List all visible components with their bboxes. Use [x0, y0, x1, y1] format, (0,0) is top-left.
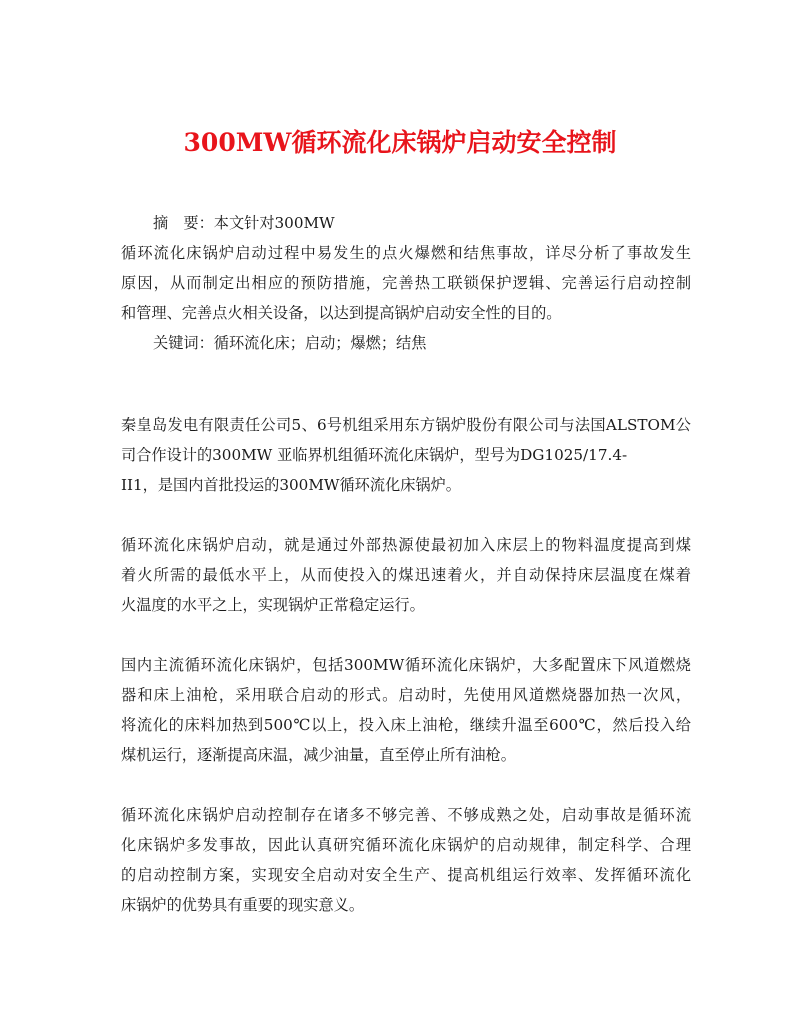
paragraph-line: 国内主流循环流化床锅炉，包括300MW循环流化床锅炉，大多配置床下风道燃烧	[121, 656, 691, 674]
abstract-line: 和管理、完善点火相关设备，以达到提高锅炉启动安全性的目的。	[121, 304, 562, 322]
paragraph-line: 循环流化床锅炉启动，就是通过外部热源使最初加入床层上的物料温度提高到煤	[121, 536, 691, 554]
paragraph-line: 着火所需的最低水平上，从而使投入的煤迅速着火，并自动保持床层温度在煤着	[121, 566, 691, 584]
paragraph	[121, 410, 691, 500]
paragraph-gap	[121, 770, 691, 800]
keywords-line: 关键词：循环流化床；启动；爆燃；结焦	[153, 334, 427, 352]
paragraph-line: 床锅炉的优势具有重要的现实意义。	[121, 896, 364, 914]
paragraph-line: 化床锅炉多发事故，因此认真研究循环流化床锅炉的启动规律，制定科学、合理	[121, 836, 691, 854]
paragraph-gap	[121, 620, 691, 650]
abstract-line: 原因，从而制定出相应的预防措施，完善热工联锁保护逻辑、完善运行启动控制	[121, 274, 691, 292]
paragraph-gap	[121, 358, 691, 388]
abstract-section	[121, 208, 691, 358]
paragraph	[121, 650, 691, 770]
paragraph-line: 的启动控制方案，实现安全启动对安全生产、提高机组运行效率、发挥循环流化	[121, 866, 691, 884]
paragraph-line: 将流化的床料加热到500℃以上，投入床上油枪，继续升温至600℃，然后投入给	[121, 716, 691, 734]
paragraph-line: 循环流化床锅炉启动控制存在诸多不够完善、不够成熟之处，启动事故是循环流	[121, 806, 691, 824]
paragraph-line: 器和床上油枪，采用联合启动的形式。启动时，先使用风道燃烧器加热一次风，	[121, 686, 691, 704]
abstract-line: 循环流化床锅炉启动过程中易发生的点火爆燃和结焦事故，详尽分析了事故发生	[121, 244, 691, 262]
paragraph-line: 秦皇岛发电有限责任公司5、6号机组采用东方锅炉股份有限公司与法国ALSTOM公	[121, 416, 691, 434]
document-title: 300MW循环流化床锅炉启动安全控制	[183, 127, 617, 157]
paragraph-line: 司合作设计的300MW 亚临界机组循环流化床锅炉，型号为DG1025/17.4-	[121, 446, 628, 464]
paragraph-line: 煤机运行，逐渐提高床温，减少油量，直至停止所有油枪。	[121, 746, 516, 764]
abstract-first-line: 摘 要：本文针对300MW	[153, 214, 335, 232]
paragraph-gap	[121, 388, 691, 410]
paragraph	[121, 800, 691, 920]
document-body	[121, 208, 691, 920]
paragraph-line: 火温度的水平之上，实现锅炉正常稳定运行。	[121, 596, 425, 614]
paragraph	[121, 530, 691, 620]
paragraph-line: II1，是国内首批投运的300MW循环流化床锅炉。	[121, 476, 461, 494]
paragraph-gap	[121, 500, 691, 530]
